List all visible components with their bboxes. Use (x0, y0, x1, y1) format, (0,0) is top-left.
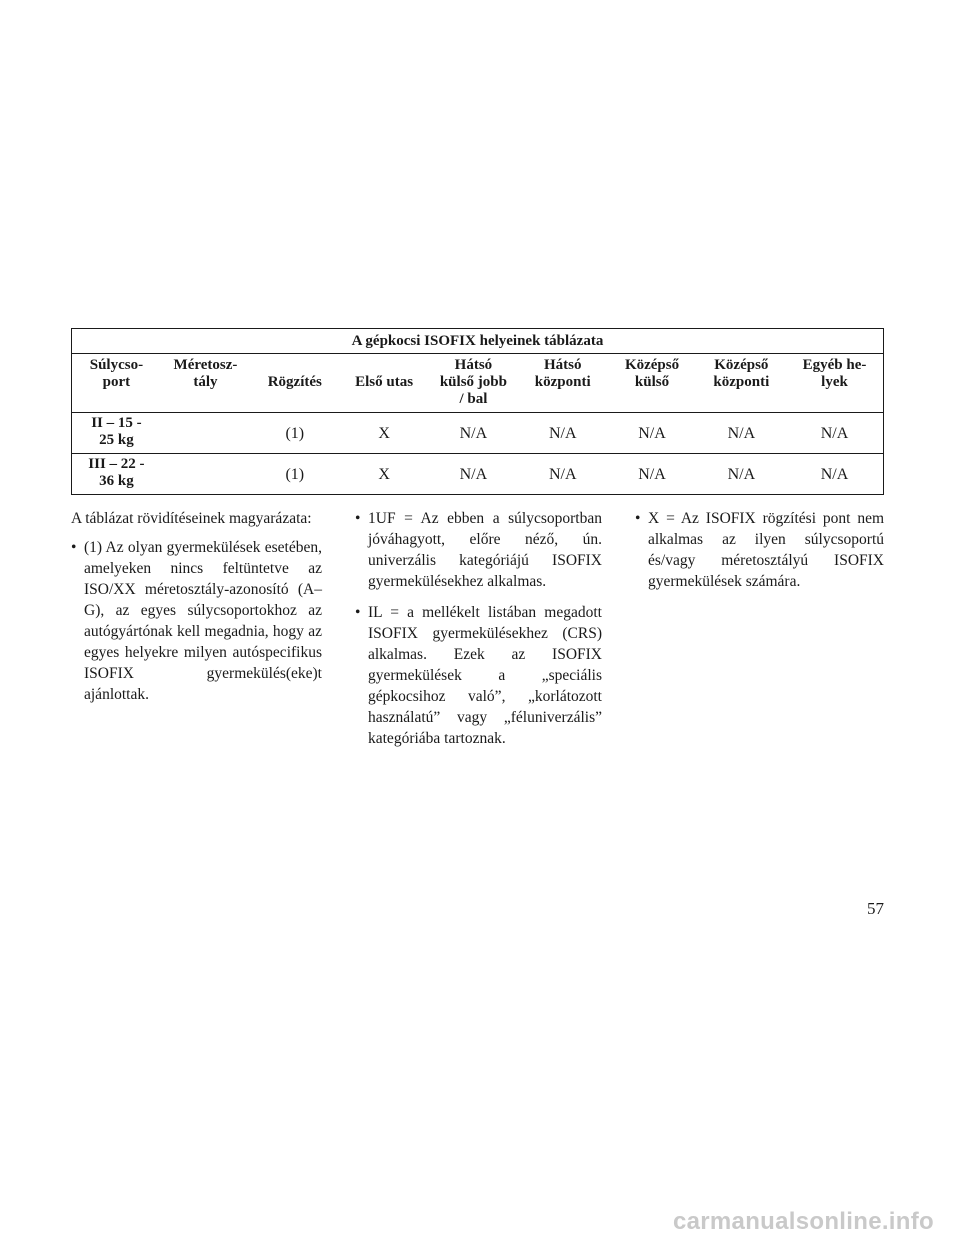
rear-outboard-cell: N/A (429, 413, 518, 454)
legend-column-3 (635, 508, 884, 602)
header-fixture: Rögzítés (267, 374, 322, 390)
fixture-cell: (1) (250, 454, 339, 495)
legend-item (355, 602, 602, 749)
legend-item (635, 508, 884, 592)
bullet-icon: • (71, 539, 77, 556)
legend-list (71, 537, 322, 705)
legend-column-2 (355, 508, 602, 759)
rear-outboard-cell: N/A (429, 454, 518, 495)
middle-outboard-cell: N/A (607, 413, 696, 454)
middle-center-cell: N/A (697, 454, 786, 495)
header-other-positions: Egyéb he- lyek (786, 354, 884, 413)
legend-list (635, 508, 884, 592)
legend-item (71, 537, 322, 705)
rear-center-cell: N/A (518, 413, 607, 454)
table-title: A gépkocsi ISOFIX helyeinek táblázata (72, 329, 884, 354)
header-weight-group: Súlycso- port (72, 354, 161, 413)
legend-item-text: (1) Az olyan gyermekülések esetében, amelyeken nincs feltüntetve az ISO/XX méretosztály-azonosító (A–G), az egyes súlycsoportokhoz az autógyártónak kell megadnia, hogy az egyes helyekre milyen autóspecifikus ISOFIX gyermekülés(eke)t ajánlottak. (84, 539, 322, 703)
watermark: carmanualsonline.info (672, 1208, 934, 1235)
table-header-row (72, 354, 884, 413)
front-passenger-cell: X (339, 454, 428, 495)
header-front-passenger: Első utas (355, 374, 414, 390)
weight-group-cell: II – 15 - 25 kg (72, 413, 161, 454)
bullet-icon: • (635, 510, 641, 527)
isofix-table (71, 328, 884, 495)
table-row (72, 413, 884, 454)
rear-center-cell: N/A (518, 454, 607, 495)
legend-intro: A táblázat rövidítéseinek magyarázata: (71, 510, 312, 527)
weight-group-cell: III – 22 - 36 kg (72, 454, 161, 495)
header-middle-center: Középső központi (713, 357, 770, 390)
middle-outboard-cell: N/A (607, 454, 696, 495)
bullet-icon: • (355, 604, 361, 621)
other-positions-cell: N/A (786, 454, 884, 495)
header-rear-outboard: Hátsó külső jobb / bal (439, 357, 507, 407)
header-size-class: Méretosz- tály (173, 357, 238, 390)
page-number: 57 (867, 899, 884, 918)
size-class-cell (161, 454, 250, 495)
front-passenger-cell: X (339, 413, 428, 454)
isofix-table-container (71, 328, 884, 495)
other-positions-cell: N/A (786, 413, 884, 454)
table-row (72, 454, 884, 495)
header-middle-outboard: Középső külső (624, 357, 680, 390)
legend-item-text: 1UF = Az ebben a súlycsoportban jóváhagyott, előre néző, ún. univerzális kategóriájú ISOFIX gyermekülésekhez alkalmas. (368, 510, 602, 590)
legend-item-text: IL = a mellékelt listában megadott ISOFIX gyermekülésekhez (CRS) alkalmas. Ezek az ISOFIX gyermekülések a „speciális gépkocsihoz való”, „korlátozott használatú” vagy „féluniverzális” kategóriába tartoznak. (368, 604, 602, 747)
legend-column-1 (71, 508, 322, 715)
legend-list (355, 508, 602, 749)
size-class-cell (161, 413, 250, 454)
header-rear-center: Hátsó központi (534, 357, 591, 390)
legend-item (355, 508, 602, 592)
middle-center-cell: N/A (697, 413, 786, 454)
fixture-cell: (1) (250, 413, 339, 454)
bullet-icon: • (355, 510, 361, 527)
legend-item-text: X = Az ISOFIX rögzítési pont nem alkalmas az ilyen súlycsoportú és/vagy méretosztályú ISOFIX gyermekülések számára. (648, 510, 884, 590)
